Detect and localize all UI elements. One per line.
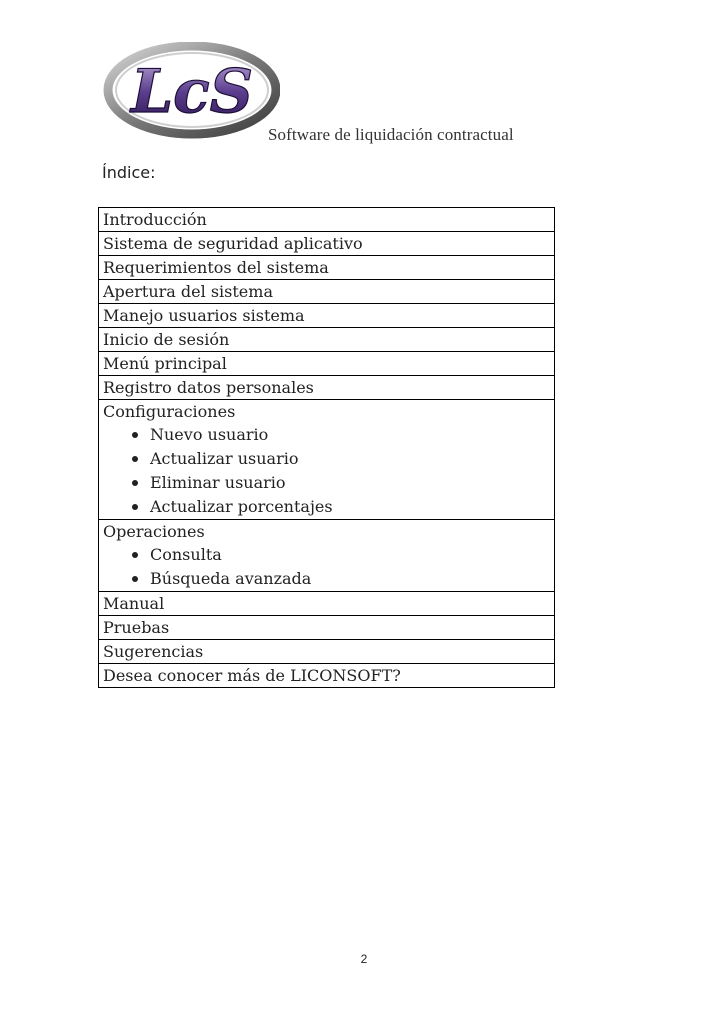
index-subentry: Consulta (150, 543, 554, 567)
index-entry-label: Configuraciones (103, 402, 236, 421)
index-row (99, 640, 555, 664)
index-cell (99, 520, 555, 592)
index-entry-label: Apertura del sistema (103, 282, 273, 301)
index-cell (99, 616, 555, 640)
index-subentry: Actualizar porcentajes (150, 495, 554, 519)
index-sublist (103, 423, 554, 519)
index-subentry: Actualizar usuario (150, 447, 554, 471)
index-cell (99, 208, 555, 232)
index-cell (99, 376, 555, 400)
index-entry-label: Inicio de sesión (103, 330, 230, 349)
index-cell (99, 280, 555, 304)
index-cell (99, 664, 555, 688)
index-entry-label: Menú principal (103, 354, 227, 373)
index-subentry: Búsqueda avanzada (150, 567, 554, 591)
index-entry-label: Pruebas (103, 618, 170, 637)
index-row (99, 208, 555, 232)
index-row (99, 376, 555, 400)
index-row (99, 352, 555, 376)
liconsoft-logo (100, 42, 280, 142)
index-entry-label: Sugerencias (103, 642, 204, 661)
document-subtitle: Software de liquidación contractual (268, 125, 514, 144)
index-row (99, 256, 555, 280)
index-entry-label: Desea conocer más de LICONSOFT? (103, 666, 401, 685)
index-row (99, 616, 555, 640)
index-cell (99, 400, 555, 520)
index-title: Índice: (102, 163, 156, 182)
index-entry-label: Introducción (103, 210, 207, 229)
index-entry-label: Manual (103, 594, 165, 613)
index-cell (99, 640, 555, 664)
index-cell (99, 304, 555, 328)
index-subentry: Nuevo usuario (150, 423, 554, 447)
index-row (99, 232, 555, 256)
index-row (99, 280, 555, 304)
index-subentry: Eliminar usuario (150, 471, 554, 495)
index-row (99, 328, 555, 352)
logo-text: LcS (130, 57, 254, 127)
index-cell (99, 352, 555, 376)
index-cell (99, 592, 555, 616)
index-row (99, 664, 555, 688)
index-entry-label: Registro datos personales (103, 378, 314, 397)
index-row (99, 304, 555, 328)
index-row (99, 520, 555, 592)
index-entry-label: Sistema de seguridad aplicativo (103, 234, 363, 253)
index-cell (99, 256, 555, 280)
index-entry-label: Operaciones (103, 522, 205, 541)
index-cell (99, 328, 555, 352)
index-entry-label: Requerimientos del sistema (103, 258, 329, 277)
index-sublist (103, 543, 554, 591)
index-entry-label: Manejo usuarios sistema (103, 306, 305, 325)
index-row (99, 400, 555, 520)
page-number: 2 (360, 952, 368, 966)
index-row (99, 592, 555, 616)
index-table (98, 207, 555, 688)
index-cell (99, 232, 555, 256)
